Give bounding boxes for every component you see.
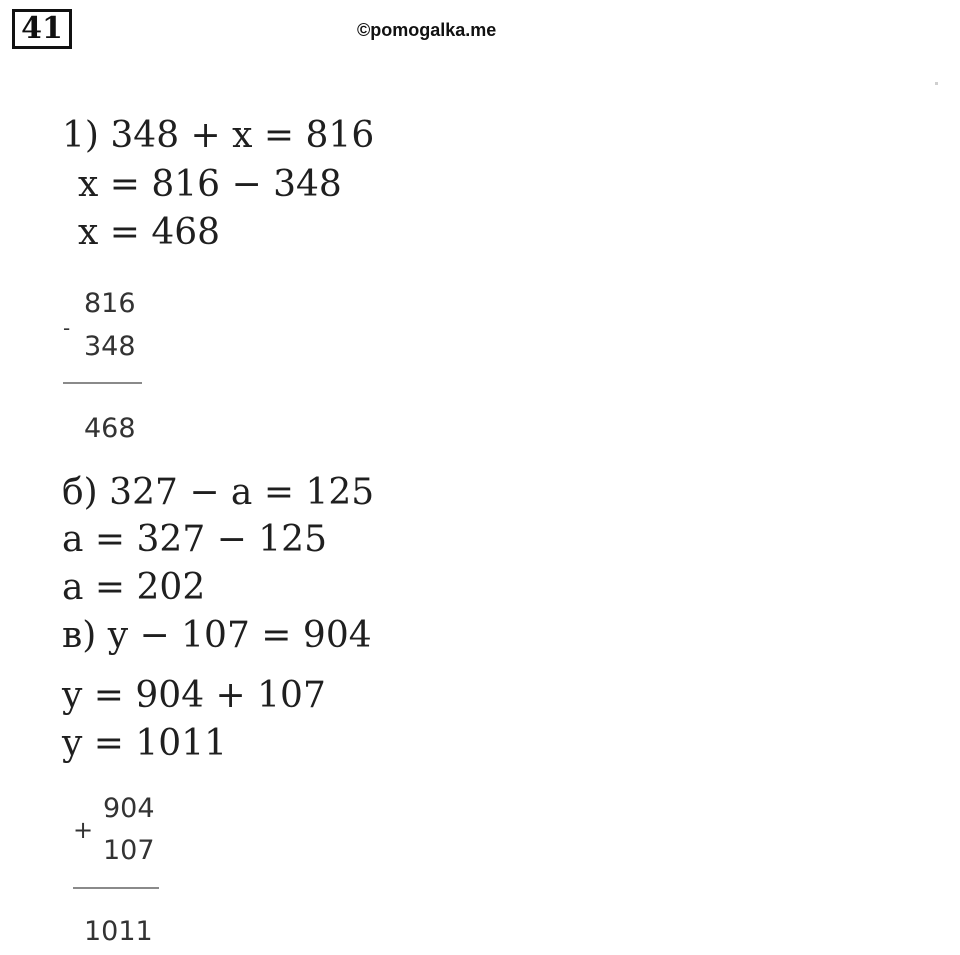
equation-v-line-1: в) y − 107 = 904: [62, 615, 372, 656]
subtrahend: 348: [84, 331, 136, 362]
equation-b-line-3: a = 202: [62, 567, 206, 608]
addend-2: 107: [103, 835, 155, 866]
equation-v-line-3: y = 1011: [62, 723, 228, 764]
difference: 468: [84, 413, 136, 444]
result-line: [63, 382, 142, 384]
equation-1-line-3: x = 468: [78, 212, 221, 253]
minuend: 816: [84, 288, 136, 319]
plus-sign: +: [73, 816, 94, 844]
equation-b-line-2: a = 327 − 125: [62, 519, 327, 560]
equation-1-line-2: x = 816 − 348: [78, 164, 342, 205]
equation-b-line-1: б) 327 − a = 125: [62, 472, 375, 513]
task-number: 41: [21, 11, 63, 46]
minus-sign: -: [63, 316, 71, 340]
addend-1: 904: [103, 793, 155, 824]
equation-v-line-2: y = 904 + 107: [62, 675, 326, 716]
decorative-dot: [935, 82, 938, 85]
watermark: ©pomogalka.me: [357, 20, 497, 40]
equation-1-line-1: 1) 348 + x = 816: [62, 115, 375, 156]
task-number-badge: [12, 9, 72, 49]
sum: 1011: [84, 916, 153, 947]
result-line: [73, 887, 159, 889]
